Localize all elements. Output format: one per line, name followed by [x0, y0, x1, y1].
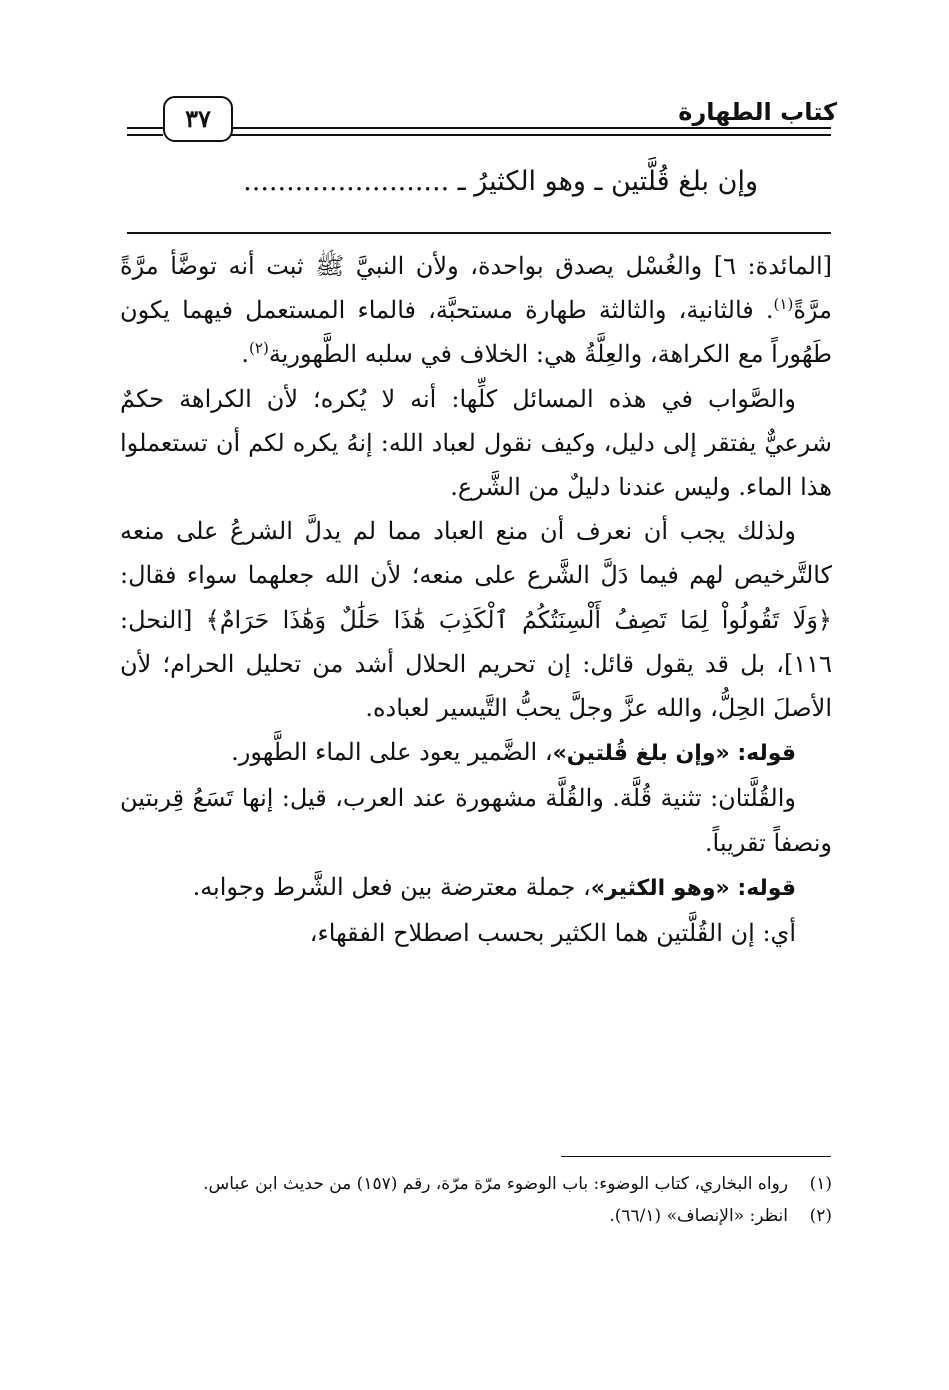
paragraph-4 [120, 730, 832, 776]
footnote-ref-2[interactable]: (٢) [249, 339, 269, 358]
paragraph-3: ولذلك يجب أن نعرف أن منع العباد مما لم يدلَّ الشرعُ على منعه كالتَّرخيص لهم فيما دَلَّ الشَّرع على منعه؛ لأن الله جعلهما سواء فقال: ﴿وَلَا تَقُولُواْ لِمَا تَصِفُ أَلْسِنَتُكُمُ ٱلْكَذِبَ هَٰذَا حَلَٰلٌ وَهَٰذَا حَرَامٌ﴾ [النحل: ١١٦]، بل قد يقول قائل: إن تحريم الحلال أشد من تحليل الحرام؛ لأن الأصلَ الحِلُّ، والله عزَّ وجلَّ يحبُّ التَّيسير لعباده. [120, 517, 832, 723]
paragraph-4-text: ، الضَّمير يعود على الماء الطَّهور. [231, 738, 553, 767]
commentary-body [120, 244, 832, 955]
paragraph-1-text: [المائدة: ٦] والغُسْل يصدق بواحدة، ولأن النبيَّ ﷺ ثبت أنه توضَّأ مرَّةً مرَّةً [120, 252, 832, 325]
paragraph-2: والصَّواب في هذه المسائل كلِّها: أنه لا يُكره؛ لأن الكراهة حكمٌ شرعيٌّ يفتقر إلى دليل، وكيف نقول لعباد الله: إنهُ يكره لكم أن تستعملوا هذا الماء. وليس عندنا دليلٌ من الشَّرع. [120, 384, 832, 502]
paragraph-6-text: ، جملة معترضة بين فعل الشَّرط وجوابه. [192, 872, 591, 901]
header-rule-left-bottom [127, 134, 163, 136]
header-rule-right-top [231, 127, 831, 129]
paragraph-6-heading: قوله: «وهو الكثير» [590, 875, 796, 901]
footnote-1-number: (١) [809, 1174, 832, 1194]
paragraph-4-heading: قوله: «وإن بلغ قُلتين» [552, 741, 796, 767]
header-rule-right-bottom [231, 134, 831, 136]
footnote-ref-1[interactable]: (١) [773, 295, 794, 314]
paragraph-1 [120, 244, 832, 377]
matn-text: وإن بلغ قُلَّتين ـ وهو الكثيرُ ـ ........................ [243, 166, 758, 197]
footnote-1-text: رواه البخاري، كتاب الوضوء: باب الوضوء مرّة مرّة، رقم (١٥٧) من حديث ابن عباس. [203, 1174, 788, 1194]
matn-separator [127, 232, 831, 234]
footnote-separator [561, 1156, 831, 1157]
paragraph-1-end: . [241, 340, 250, 369]
footnote-2-text: انظر: «الإنصاف» (٦٦/١). [609, 1206, 788, 1226]
footnote-1 [120, 1168, 832, 1200]
footnote-2-number: (٢) [809, 1206, 832, 1226]
paragraph-5: والقُلَّتان: تثنية قُلَّة. والقُلَّة مشهورة عند العرب، قيل: إنها تَسَعُ قِربتين ونصفاً تقريباً. [120, 784, 832, 857]
paragraph-6 [120, 865, 832, 911]
page-number: ٣٧ [163, 96, 233, 142]
footnotes [120, 1168, 832, 1232]
running-header-title: كتاب الطهارة [678, 98, 837, 126]
paragraph-1-tail: . فالثانية، والثالثة طهارة مستحبَّة، فالماء المستعمل فيهما يكون طَهُوراً مع الكراهة، والعِلَّةُ هي: الخلاف في سلبه الطَّهورية [120, 296, 832, 369]
header-rule-left-top [127, 127, 163, 129]
footnote-2 [120, 1200, 832, 1232]
paragraph-7: أي: إن القُلَّتين هما الكثير بحسب اصطلاح الفقهاء، [309, 919, 796, 948]
